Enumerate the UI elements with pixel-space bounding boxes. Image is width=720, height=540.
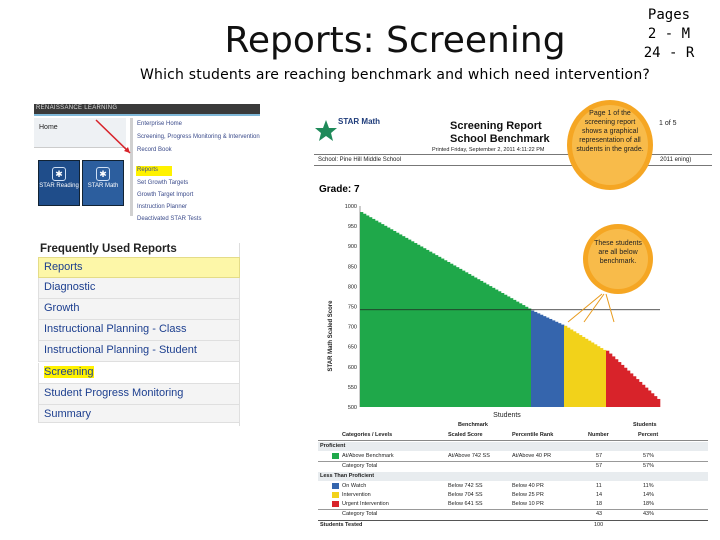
- menu-item-growth-import[interactable]: Growth Target Import: [137, 192, 194, 198]
- section-proficient: [318, 442, 708, 451]
- group-benchmark: Benchmark: [458, 422, 488, 428]
- report-title: [450, 120, 550, 146]
- student-score-bar: [570, 330, 573, 407]
- student-score-bar: [420, 246, 423, 407]
- student-score-bar: [456, 267, 459, 407]
- student-score-bar: [594, 344, 597, 407]
- student-score-bar: [519, 303, 522, 407]
- student-score-bar: [429, 252, 432, 407]
- col-scaled-score: Scaled Score: [448, 432, 483, 438]
- student-score-bar: [387, 228, 390, 407]
- student-score-bar: [516, 302, 519, 407]
- total-label: Category Total: [342, 511, 378, 517]
- y-tick-label: 850: [347, 264, 357, 271]
- student-score-bar: [396, 233, 399, 407]
- student-score-bar: [546, 318, 549, 407]
- student-score-bar: [603, 350, 606, 407]
- report-link-reports[interactable]: [38, 257, 240, 278]
- row-score: At/Above 742 SS: [448, 453, 490, 459]
- section-label: Less Than Proficient: [320, 473, 375, 479]
- student-score-bar: [567, 328, 570, 407]
- row-number: 14: [596, 492, 603, 498]
- red-arrow-icon: [66, 118, 126, 158]
- student-score-bar: [534, 312, 537, 407]
- col-percent: Percent: [638, 432, 659, 438]
- student-score-bar: [555, 322, 558, 407]
- report-period-note: 2011 ening): [660, 157, 692, 163]
- home-label: Home: [39, 124, 58, 131]
- legend-swatch: [332, 492, 339, 498]
- student-score-bar: [540, 315, 543, 407]
- student-score-bar: [489, 286, 492, 407]
- callout-graph-explainer: [566, 99, 654, 191]
- col-categories: Categories / Levels: [342, 432, 393, 438]
- tile-label: STAR Reading: [39, 183, 79, 189]
- row-percent: 14%: [643, 492, 655, 498]
- student-score-bar: [450, 264, 453, 407]
- student-score-bar: [477, 279, 480, 407]
- student-score-bar: [474, 278, 477, 408]
- student-score-bar: [366, 215, 369, 407]
- total-label: Category Total: [342, 463, 378, 469]
- row-number: 57: [596, 453, 603, 459]
- col-number: Number: [588, 432, 609, 438]
- row-label: At/Above Benchmark: [342, 453, 394, 459]
- student-score-bar: [408, 240, 411, 407]
- logo-product-text: STAR Math: [338, 117, 381, 126]
- row-label: On Watch: [342, 483, 367, 489]
- student-score-bar: [618, 362, 621, 407]
- star-math-tile[interactable]: [82, 160, 124, 206]
- student-score-bar: [441, 259, 444, 407]
- student-score-bar: [486, 284, 489, 407]
- group-students: Students: [633, 422, 657, 428]
- student-score-bar: [453, 265, 456, 407]
- student-score-bar: [615, 359, 618, 407]
- student-score-bar: [612, 356, 615, 407]
- report-page-number: 1 of 5: [659, 120, 677, 127]
- report-link-diagnostic[interactable]: [38, 278, 240, 299]
- table-total-row: [318, 509, 708, 518]
- student-score-bar: [447, 262, 450, 407]
- student-score-bar: [492, 288, 495, 407]
- student-score-bar: [363, 214, 366, 407]
- student-score-bar: [543, 316, 546, 407]
- row-percent: 18%: [643, 501, 655, 507]
- menu-item-enterprise-home[interactable]: Enterprise Home: [137, 121, 183, 127]
- y-tick-label: 750: [347, 304, 357, 311]
- panel-title: Frequently Used Reports: [40, 243, 177, 255]
- row-pr: Below 10 PR: [512, 501, 544, 507]
- student-score-bar: [642, 385, 645, 407]
- row-label: Urgent Intervention: [342, 501, 389, 507]
- student-score-bar: [480, 281, 483, 407]
- grand-total-number: 100: [594, 522, 604, 528]
- student-score-bar: [597, 346, 600, 407]
- grand-total-label: Students Tested: [320, 522, 363, 528]
- student-score-bar: [648, 390, 651, 407]
- student-score-bar: [522, 305, 525, 407]
- student-score-bar: [528, 309, 531, 407]
- screening-report-image: [314, 96, 712, 538]
- student-score-bar: [582, 337, 585, 407]
- table-row: [318, 452, 708, 461]
- y-tick-label: 700: [347, 324, 357, 331]
- student-score-bar: [513, 300, 516, 407]
- report-link-label: Instructional Planning - Class: [44, 323, 187, 335]
- student-score-bar: [411, 241, 414, 407]
- total-number: 57: [596, 463, 603, 469]
- y-tick-label: 950: [347, 224, 357, 231]
- student-score-bar: [444, 260, 447, 407]
- pages-reference: [636, 6, 702, 63]
- tile-label: STAR Math: [87, 183, 119, 189]
- student-score-bar: [381, 224, 384, 407]
- report-link-growth[interactable]: [38, 299, 240, 320]
- menu-item-record-book[interactable]: Record Book: [137, 147, 172, 153]
- y-tick-label: 1000: [344, 204, 357, 210]
- student-score-bar: [378, 222, 381, 407]
- menu-item-deactivated[interactable]: Deactivated STAR Tests: [137, 216, 202, 222]
- student-score-bar: [606, 351, 609, 407]
- report-school: School: Pine Hill Middle School: [318, 157, 402, 163]
- pages-line-2: 24 - R: [643, 45, 695, 61]
- student-score-bar: [537, 313, 540, 407]
- report-link-label: Student Progress Monitoring: [44, 387, 184, 399]
- col-percentile-rank: Percentile Rank: [512, 432, 554, 438]
- student-score-bar: [399, 234, 402, 407]
- row-pr: At/Above 40 PR: [512, 453, 552, 459]
- callout-below-benchmark: [582, 223, 654, 295]
- slide-subtitle: Which students are reaching benchmark and which need intervention?: [139, 67, 651, 83]
- y-tick-label: 650: [347, 344, 357, 351]
- student-score-bar: [465, 272, 468, 407]
- legend-swatch: [332, 483, 339, 489]
- section-less-than-proficient: [318, 472, 708, 481]
- student-score-bar: [435, 255, 438, 407]
- chart-axes: [345, 204, 360, 411]
- student-score-bar: [495, 290, 498, 407]
- table-row: [318, 491, 708, 500]
- report-link-summary[interactable]: [38, 405, 240, 423]
- star-math-icon: ✱: [96, 167, 110, 181]
- student-score-bar: [636, 379, 639, 407]
- student-score-bar: [651, 393, 654, 407]
- student-score-bar: [645, 388, 648, 407]
- student-score-bar: [525, 307, 528, 407]
- student-score-bar: [564, 326, 567, 407]
- menu-item-screening[interactable]: Screening, Progress Monitoring & Intervention: [137, 134, 260, 140]
- student-score-bar: [654, 396, 657, 407]
- student-score-bar: [609, 354, 612, 407]
- table-total-row: [318, 461, 708, 470]
- y-tick-label: 800: [347, 284, 357, 291]
- table-header: [318, 421, 708, 441]
- student-score-bar: [507, 296, 510, 407]
- x-axis-label: Students: [493, 412, 521, 419]
- student-score-bar: [498, 291, 501, 407]
- y-tick-label: 550: [347, 384, 357, 391]
- app-menu: [130, 118, 260, 222]
- report-link-label: Growth: [44, 302, 80, 314]
- report-printed-date: Printed Friday, September 2, 2011 4:11:22 PM: [432, 147, 545, 153]
- star-reading-tile[interactable]: [38, 160, 80, 206]
- student-score-bar: [630, 373, 633, 407]
- student-score-bar: [414, 243, 417, 407]
- row-pr: Below 25 PR: [512, 492, 544, 498]
- student-score-bar: [633, 376, 636, 407]
- report-title-line-1: Screening Report: [450, 120, 542, 132]
- row-score: Below 742 SS: [448, 483, 483, 489]
- table-grand-total-row: [318, 520, 708, 529]
- report-link-planning-class[interactable]: [38, 320, 240, 341]
- menu-item-growth-targets[interactable]: Set Growth Targets: [137, 180, 189, 186]
- pages-line-1: 2 - M: [647, 26, 691, 42]
- app-top-bar: [34, 104, 260, 116]
- student-score-bar: [639, 382, 642, 407]
- row-percent: 11%: [643, 483, 654, 489]
- star-math-logo-icon: [314, 106, 384, 146]
- slide-title: Reports: Screening: [224, 20, 566, 61]
- student-score-bar: [588, 341, 591, 407]
- row-number: 11: [596, 483, 602, 489]
- student-score-bar: [591, 342, 594, 407]
- student-score-bar: [375, 221, 378, 407]
- student-score-bar: [462, 271, 465, 407]
- star-reading-icon: ✱: [52, 167, 66, 181]
- callout-pointer-arrows: [554, 286, 634, 326]
- y-axis-label: STAR Math Scaled Score: [328, 300, 334, 372]
- student-score-bar: [369, 217, 372, 407]
- y-tick-label: 900: [347, 244, 357, 251]
- total-percent: 57%: [643, 463, 655, 469]
- y-tick-label: 600: [347, 364, 357, 371]
- student-score-bar: [459, 269, 462, 407]
- student-score-bar: [600, 348, 603, 407]
- table-row: [318, 500, 708, 509]
- report-title-line-2: School Benchmark: [450, 133, 550, 145]
- student-score-bar: [372, 219, 375, 407]
- report-link-label: Diagnostic: [44, 281, 96, 293]
- student-score-bar: [390, 229, 393, 407]
- menu-item-reports[interactable]: Reports: [137, 167, 159, 173]
- pages-label: Pages: [647, 7, 691, 23]
- student-score-bar: [579, 335, 582, 407]
- student-score-bar: [468, 274, 471, 407]
- student-score-bar: [432, 253, 435, 407]
- student-score-bar: [549, 319, 552, 407]
- menu-item-instruction-planner[interactable]: Instruction Planner: [137, 204, 188, 210]
- student-score-bar: [576, 333, 579, 407]
- student-score-bar: [393, 231, 396, 407]
- benchmark-table: [318, 421, 708, 537]
- y-tick-label: 500: [347, 405, 357, 411]
- callout-graph-text: Page 1 of the screening report shows a graphical representation of all students in the grade.: [576, 110, 644, 153]
- section-label: Proficient: [320, 443, 346, 449]
- total-number: 43: [596, 511, 603, 517]
- student-score-bar: [438, 257, 441, 407]
- row-pr: Below 40 PR: [512, 483, 544, 489]
- student-score-bar: [558, 323, 561, 407]
- student-score-bar: [552, 320, 555, 407]
- student-score-bar: [624, 368, 627, 407]
- student-score-bar: [423, 248, 426, 407]
- legend-swatch: [332, 501, 339, 507]
- student-score-bar: [471, 276, 474, 407]
- brand-logo: RENAISSANCE LEARNING: [36, 105, 118, 111]
- row-label: Intervention: [342, 492, 371, 498]
- report-link-screening[interactable]: [38, 363, 240, 384]
- report-link-progress-monitoring[interactable]: [38, 384, 240, 405]
- frequently-used-reports-panel: [38, 243, 240, 426]
- student-score-bar: [384, 226, 387, 407]
- total-percent: 43%: [643, 511, 655, 517]
- report-link-planning-student[interactable]: [38, 341, 240, 362]
- student-score-bar: [627, 371, 630, 407]
- student-score-bar: [402, 236, 405, 407]
- student-score-bar: [417, 245, 420, 407]
- student-score-bar: [510, 298, 513, 407]
- student-score-bar: [561, 325, 564, 407]
- student-score-bar: [585, 339, 588, 407]
- table-row: [318, 482, 708, 491]
- report-link-label: Reports: [44, 261, 83, 273]
- legend-swatch: [332, 453, 339, 459]
- row-percent: 57%: [643, 453, 655, 459]
- report-link-label: Screening: [44, 366, 94, 378]
- report-link-label: Summary: [44, 408, 92, 420]
- student-score-bar: [657, 399, 660, 407]
- student-score-bar: [573, 331, 576, 407]
- student-score-bar: [426, 250, 429, 407]
- row-score: Below 704 SS: [448, 492, 483, 498]
- student-score-bar: [621, 365, 624, 407]
- student-score-bar: [531, 311, 534, 407]
- student-score-bar: [483, 283, 486, 407]
- student-score-bar: [504, 295, 507, 407]
- row-number: 18: [596, 501, 603, 507]
- callout-below-text: These students are all below benchmark.: [594, 240, 642, 265]
- row-score: Below 641 SS: [448, 501, 483, 507]
- report-grade: Grade: 7: [319, 184, 360, 195]
- student-score-bar: [405, 238, 408, 407]
- report-link-label: Instructional Planning - Student: [44, 344, 197, 356]
